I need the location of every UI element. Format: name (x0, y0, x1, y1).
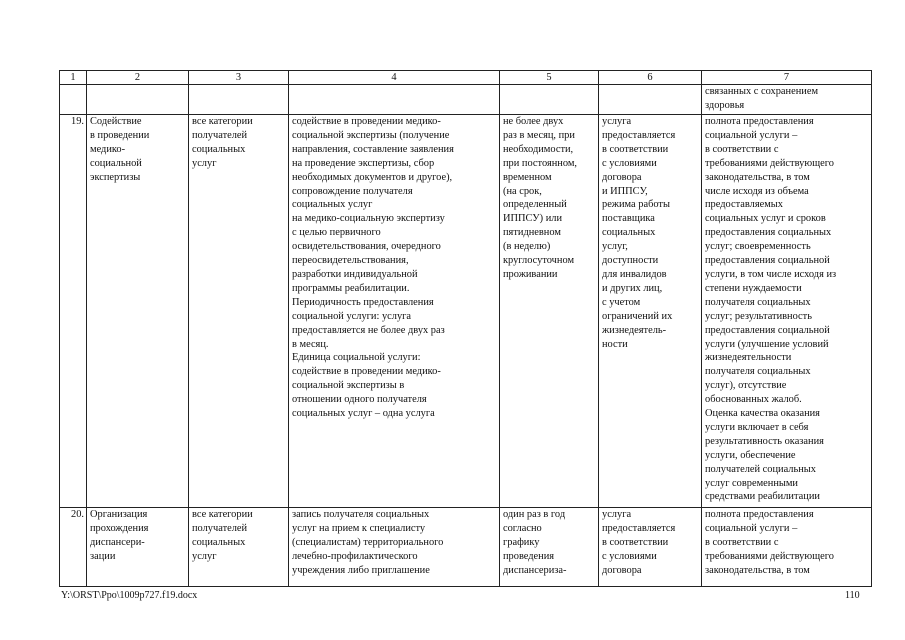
empty-cell (500, 85, 599, 115)
empty-cell (599, 85, 702, 115)
frequency-cell: не более двух раз в месяц, при необходимости, при постоянном, временном (на срок, определенный ИППСУ) или пятидневном (в неделю) круглосуточном проживании (500, 115, 599, 508)
quality-cell: полнота предоставления социальной услуги – в соответствии с требованиями действующего законодательства, в том числе исходя из объема предоставляемых социальных услуг и сроков предоставления социальных услуг; своевременность предоставления социальной услуги, в том числе исходя из степени нуждаемости получателя социальных услуг; результативность предоставления социальной услуги (улучшение условий жизнедеятельности получателя социальных услуг), отсутствие обоснованных жалоб. Оценка качества оказания услуги включает в себя результативность оказания услуги, обеспечение получателей социальных услуг современными средствами реабилитации (702, 115, 872, 508)
header-row (60, 71, 872, 85)
quality-cell: связанных с сохранением здоровья (702, 85, 872, 115)
conditions-cell: услуга предоставляется в соответствии с условиями договора и ИППСУ, режима работы поставщика социальных услуг, доступности для инвалидов и других лиц, с учетом ограничений их жизнедеятель- ности (599, 115, 702, 508)
footer-file-path: Y:\ORST\Ppo\1009p727.f19.docx (61, 590, 198, 601)
header-cell: 4 (289, 71, 500, 85)
table-row (60, 508, 872, 587)
header-cell: 7 (702, 71, 872, 85)
row-number: 19. (60, 115, 87, 508)
continuation-row (60, 85, 872, 115)
table-row (60, 115, 872, 508)
empty-cell (289, 85, 500, 115)
service-name-cell: Содействие в проведении медико- социальной экспертизы (87, 115, 189, 508)
header-cell: 3 (189, 71, 289, 85)
description-cell: содействие в проведении медико- социальной экспертизы (получение направления, составление заявления на проведение экспертизы, сбор необходимых документов и другое), сопровождение получателя социальных услуг на медико-социальную экспертизу с целью первичного освидетельствования, очередного переосвидетельствования, разработки индивидуальной программы реабилитации. Периодичность предоставления социальной услуги: услуга предоставляется не более двух раз в месяц. Единица социальной услуги: содействие в проведении медико- социальной экспертизы в отношении одного получателя социальных услуг – одна услуга (289, 115, 500, 508)
services-table (59, 70, 872, 587)
header-cell: 5 (500, 71, 599, 85)
frequency-cell: один раз в год согласно графику проведения диспансериза- (500, 508, 599, 587)
description-cell: запись получателя социальных услуг на прием к специалисту (специалистам) территориального лечебно-профилактического учреждения либо приглашение (289, 508, 500, 587)
recipients-cell: все категории получателей социальных услуг (189, 115, 289, 508)
empty-cell (87, 85, 189, 115)
row-number: 20. (60, 508, 87, 587)
header-cell: 6 (599, 71, 702, 85)
quality-cell: полнота предоставления социальной услуги – в соответствии с требованиями действующего законодательства, в том (702, 508, 872, 587)
empty-cell (189, 85, 289, 115)
header-cell: 2 (87, 71, 189, 85)
recipients-cell: все категории получателей социальных услуг (189, 508, 289, 587)
conditions-cell: услуга предоставляется в соответствии с условиями договора (599, 508, 702, 587)
header-cell: 1 (60, 71, 87, 85)
service-name-cell: Организация прохождения диспансери- зации (87, 508, 189, 587)
page-number: 110 (845, 590, 860, 601)
empty-cell (60, 85, 87, 115)
